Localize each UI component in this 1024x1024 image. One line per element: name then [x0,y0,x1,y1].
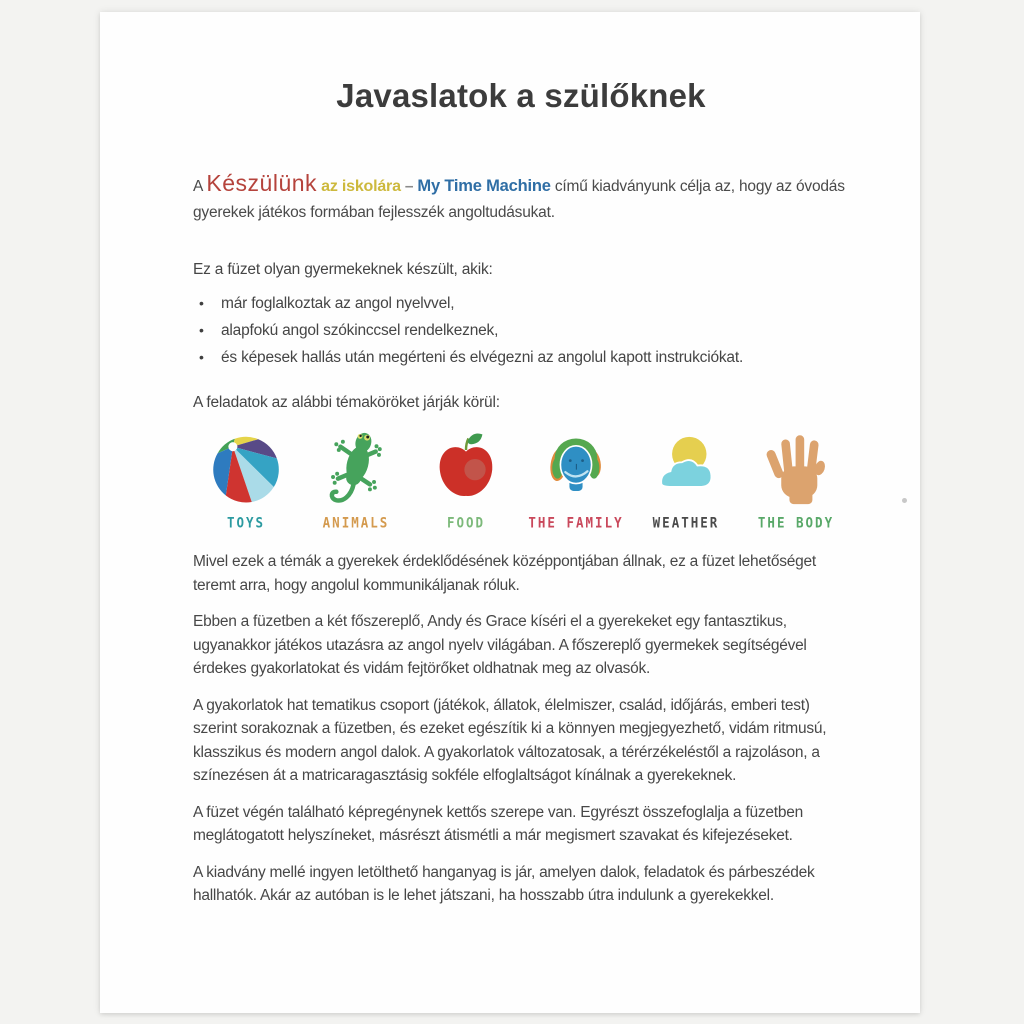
topic-animals [303,426,409,530]
topic-label: ANIMALS [322,513,390,532]
list-item [193,344,849,371]
series-subtitle-hungarian: az iskolára [321,178,401,195]
paragraph: A gyakorlatok hat tematikus csoport (játékok, állatok, élelmiszer, család, időjárás, emberi test) szerint sorakoznak a füzetben, és ezeket egészítik ki a könnyen megjegyezhető, vidám ritmusú, klasszikus és modern angol dalok. A gyakorlatok változatosak, a térérzékeléstől a rajzoláson, a színezésen át a matricaragasztásig sokféle elfoglaltságot kínálnak a gyerekeknek. [193,696,827,784]
list-item [193,290,849,317]
topic-food [413,426,519,530]
audience-heading: Ez a füzet olyan gyermekeknek készült, akik: [193,261,493,278]
topics-row [193,426,849,530]
paragraph: Ebben a füzetben a két főszereplő, Andy és Grace kíséri el a gyerekeket egy fantasztikus, ugyanakkor játékos utazásra az angol nyelv világában. A főszereplő gyermekek segítségével érdekes gyakorlatokat és vidám fejtörőket oldhatnak meg az olvasók. [193,613,807,677]
topic-label: THE FAMILY [528,513,624,532]
series-title-hungarian: Készülünk [206,170,318,196]
intro-prefix: A [193,178,203,195]
bullet-text: már foglalkoztak az angol nyelvvel, [221,295,455,312]
beach-ball-icon [205,426,287,510]
bullet-icon: • [199,295,204,311]
list-item [193,317,849,344]
topic-toys [193,426,299,530]
page-content [100,12,920,908]
topic-label: THE BODY [757,513,835,532]
intro-rest: című kiadványunk célja az, hogy az óvodás gyerekek játékos formában fejlesszék angoltudásukat. [193,178,845,221]
bullet-text: alapfokú angol szókinccsel rendelkeznek, [221,322,499,339]
scan-artifact-dot [902,498,907,503]
page-title: Javaslatok a szülőknek [336,77,706,114]
gecko-icon [315,426,397,510]
apple-icon [425,426,507,510]
paragraph: A füzet végén található képregénynek kettős szerepe van. Egyrészt összefoglalja a füzetben meglátogatott helyszíneket, másrészt átismétli a már megismert szavakat és kifejezéseket. [193,803,803,844]
topic-body [743,426,849,530]
scanned-book-page [100,12,920,1013]
topic-label: WEATHER [652,513,720,532]
topic-label: FOOD [446,513,486,532]
bullet-text: és képesek hallás után megérteni és elvégezni az angolul kapott instrukciókat. [221,349,744,366]
intro-paragraph [193,170,849,226]
paragraph: A kiadvány mellé ingyen letölthető hanganyag is jár, amelyen dalok, feladatok és párbeszédek hallhatók. Akár az autóban is le lehet játszani, ha hosszabb útra indulunk a gyerekekkel. [193,863,815,904]
topic-label: TOYS [226,513,266,532]
series-title-english: My Time Machine [417,177,551,195]
face-icon [535,426,617,510]
sun-cloud-icon [645,426,727,510]
paragraph: Mivel ezek a témák a gyerekek érdeklődésének középpontjában állnak, ez a füzet lehetőséget teremt arra, hogy angolul kommunikáljanak róluk. [193,553,816,594]
topic-weather [633,426,739,530]
hand-icon [755,426,837,510]
bullet-icon: • [199,349,204,365]
title-separator: – [404,178,414,195]
body-paragraphs [193,550,849,908]
topic-family [523,426,629,530]
bullet-icon: • [199,322,204,338]
topics-heading: A feladatok az alábbi témaköröket járják körül: [193,394,500,411]
bullet-list [193,290,849,371]
